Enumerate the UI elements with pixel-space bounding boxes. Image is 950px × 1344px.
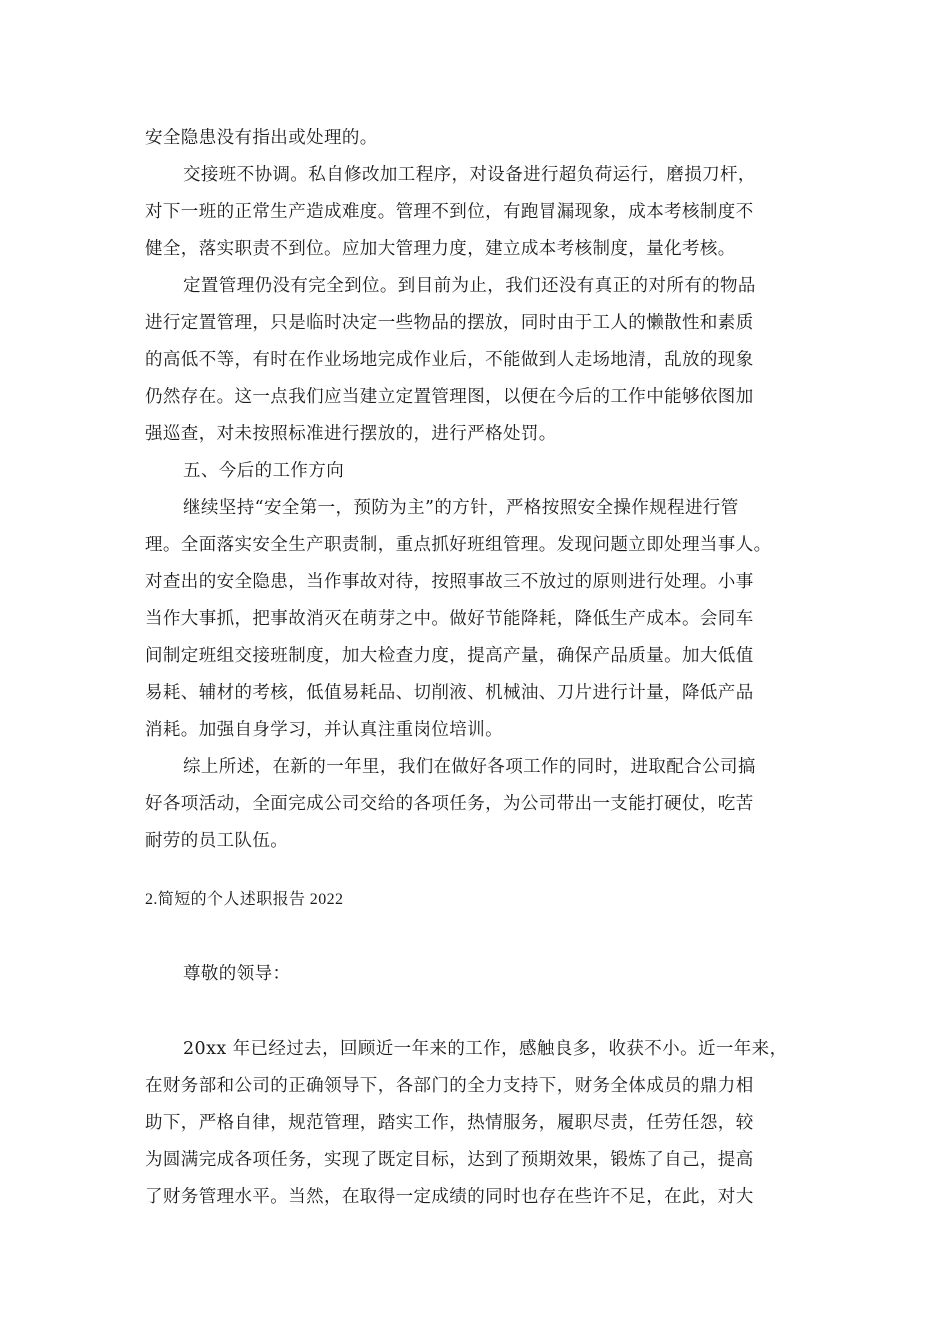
paragraph-line: 交接班不协调。私自修改加工程序，对设备进行超负荷运行，磨损刀杆，: [183, 165, 756, 185]
paragraph-line: 助下，严格自律，规范管理，踏实工作，热情服务，履职尽责，任劳任怨，较: [145, 1113, 754, 1133]
paragraph-line: 仍然存在。这一点我们应当建立定置管理图，以便在今后的工作中能够依图加: [145, 387, 754, 407]
salutation: 尊敬的领导：: [183, 964, 291, 984]
paragraph-line: 健全，落实职责不到位。应加大管理力度，建立成本考核制度，量化考核。: [145, 239, 736, 259]
paragraph-line: 综上所述，在新的一年里，我们在做好各项工作的同时，进取配合公司搞: [183, 757, 756, 777]
paragraph-line: 对下一班的正常生产造成难度。管理不到位，有跑冒漏现象，成本考核制度不: [145, 202, 754, 222]
paragraph-line: 定置管理仍没有完全到位。到目前为止，我们还没有真正的对所有的物品: [183, 276, 756, 296]
paragraph-line: 为圆满完成各项任务，实现了既定目标，达到了预期效果，锻炼了自己，提高: [145, 1150, 754, 1170]
paragraph-line: 好各项活动，全面完成公司交给的各项任务，为公司带出一支能打硬仗，吃苦: [145, 794, 754, 814]
paragraph-line: 了财务管理水平。当然，在取得一定成绩的同时也存在些许不足，在此，对大: [145, 1187, 754, 1207]
paragraph-line: 对查出的安全隐患，当作事故对待，按照事故三不放过的原则进行处理。小事: [145, 572, 754, 592]
document-page: [145, 120, 825, 1216]
paragraph-line: 当作大事抓，把事故消灭在萌芽之中。做好节能降耗，降低生产成本。会同车: [145, 609, 754, 629]
paragraph-line: 间制定班组交接班制度，加大检查力度，提高产量，确保产品质量。加大低值: [145, 646, 754, 666]
paragraph-line: 的高低不等，有时在作业场地完成作业后，不能做到人走场地清，乱放的现象: [145, 350, 754, 370]
paragraph-line: 理。全面落实安全生产职责制，重点抓好班组管理。发现问题立即处理当事人。: [145, 535, 772, 555]
paragraph-line: 继续坚持“安全第一，预防为主”的方针，严格按照安全操作规程进行管: [183, 498, 739, 518]
paragraph-line: 安全隐患没有指出或处理的。: [145, 128, 378, 148]
paragraph-line: 耐劳的员工队伍。: [145, 831, 289, 851]
section-subheading: 五、今后的工作方向: [183, 461, 345, 481]
section-heading: 2.简短的个人述职报告 2022: [145, 891, 344, 908]
paragraph-line: 在财务部和公司的正确领导下，各部门的全力支持下，财务全体成员的鼎力相: [145, 1076, 754, 1096]
paragraph-line: 消耗。加强自身学习，并认真注重岗位培训。: [145, 720, 503, 740]
paragraph-line: 强巡查，对未按照标准进行摆放的，进行严格处罚。: [145, 424, 557, 444]
paragraph-line: 进行定置管理，只是临时决定一些物品的摆放，同时由于工人的懒散性和素质: [145, 313, 754, 333]
paragraph-line: 20xx 年已经过去，回顾近一年来的工作，感触良多，收获不小。近一年来，: [183, 1039, 788, 1059]
paragraph-line: 易耗、辅材的考核，低值易耗品、切削液、机械油、刀片进行计量，降低产品: [145, 683, 754, 703]
